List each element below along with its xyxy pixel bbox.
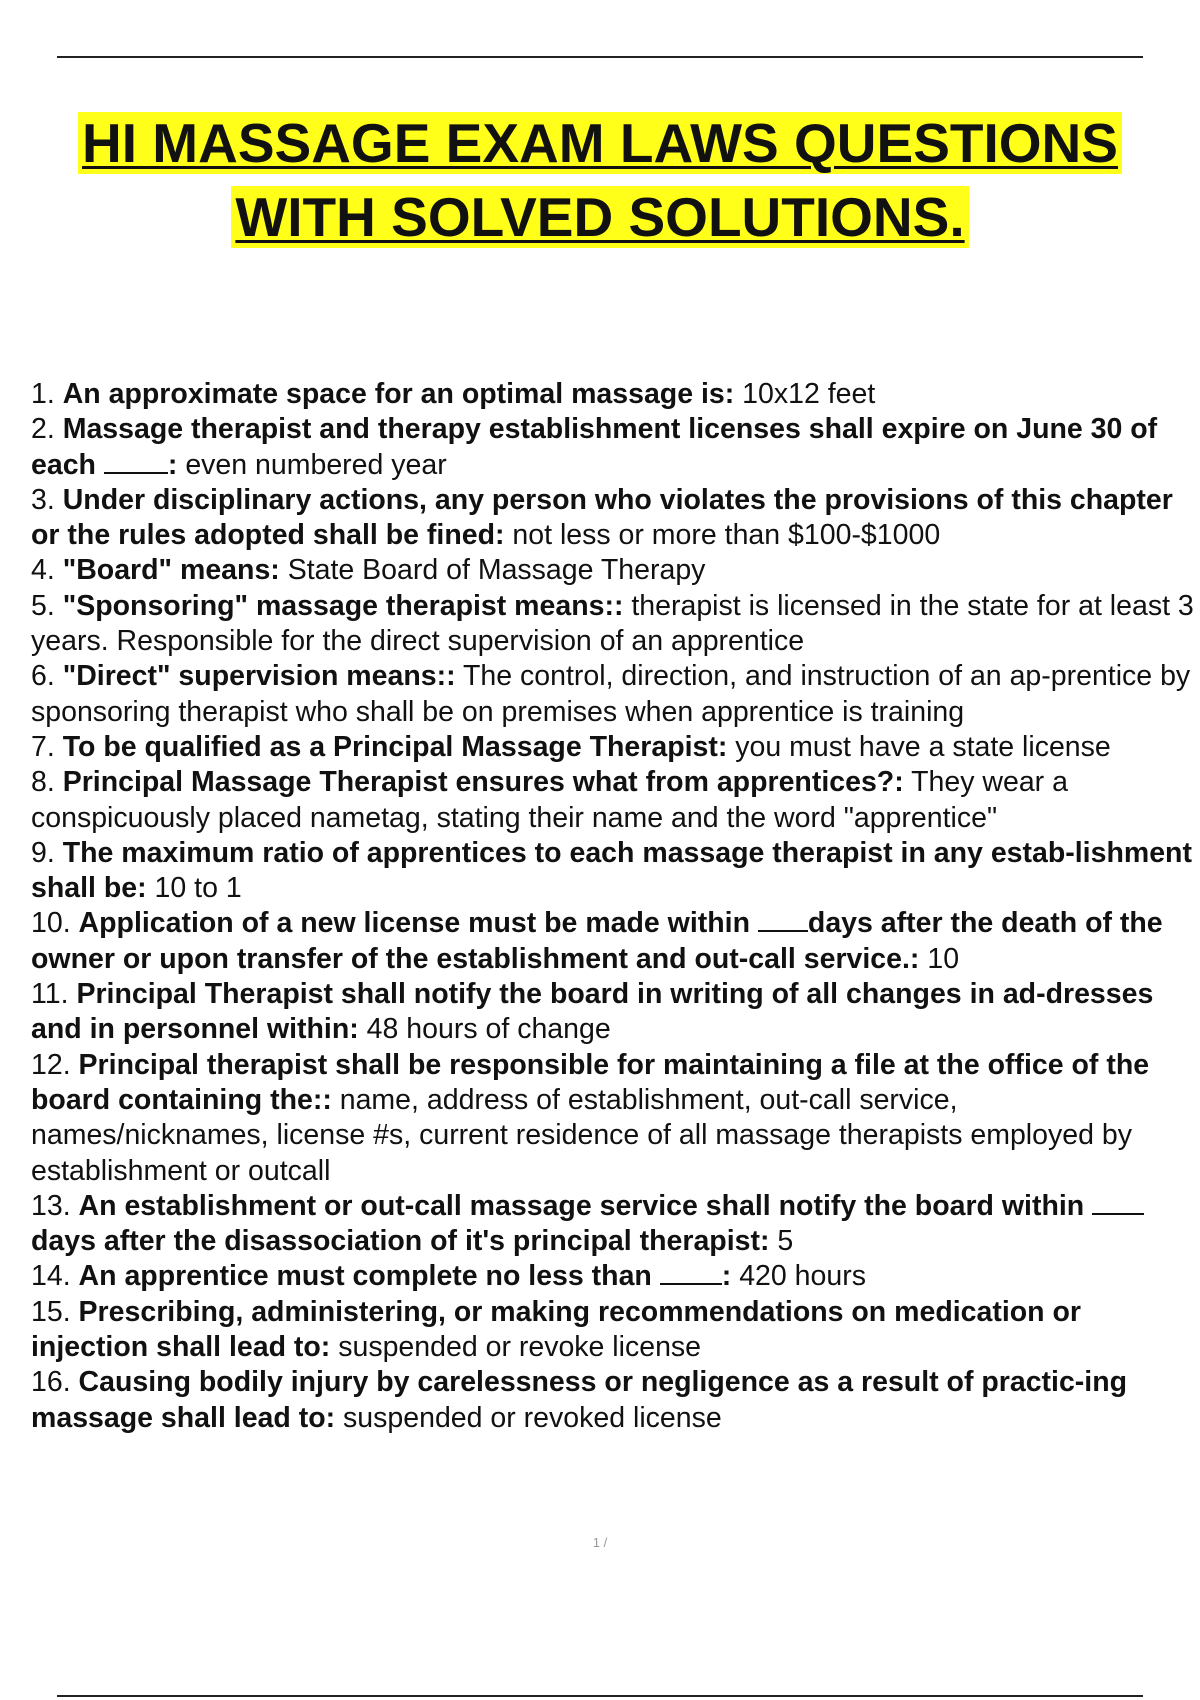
item-number: 7. bbox=[31, 730, 55, 763]
question-text: Principal Massage Therapist ensures what from apprentices?: bbox=[62, 766, 904, 799]
item-number: 11. bbox=[31, 978, 69, 1011]
question-text: Massage therapist and therapy establishment licenses shall expire on June 30 of each bbox=[31, 413, 1158, 481]
question-text-cont: days after the disassociation of it's principal therapist: bbox=[31, 1225, 770, 1258]
question-text: Principal therapist shall be responsible for maintaining a file at the office of the board containing the:: bbox=[31, 1048, 1150, 1116]
answer-text: State Board of Massage Therapy bbox=[287, 554, 706, 587]
question-text: "Direct" supervision means:: bbox=[62, 660, 456, 693]
answer-text: 10x12 feet bbox=[742, 378, 876, 410]
title-line-2: WITH SOLVED SOLUTIONS. bbox=[231, 186, 968, 248]
qa-item-8 bbox=[31, 765, 1200, 836]
page-number: 1 / bbox=[592, 1535, 608, 1550]
bottom-rule bbox=[57, 1695, 1143, 1697]
item-number: 15. bbox=[31, 1295, 71, 1328]
item-number: 9. bbox=[31, 836, 55, 869]
answer-text: not less or more than $100-$1000 bbox=[512, 519, 941, 552]
item-number: 4. bbox=[31, 554, 55, 587]
item-number: 1. bbox=[31, 378, 55, 410]
answer-text: therapist is licensed in the state for at least 3 years. Responsible for the direct supervision of an apprentice bbox=[31, 589, 1194, 658]
qa-item-4 bbox=[31, 553, 1200, 588]
qa-item-9 bbox=[31, 836, 1200, 907]
item-number: 5. bbox=[31, 589, 55, 622]
qa-item-16 bbox=[31, 1365, 1200, 1436]
answer-text: you must have a state license bbox=[735, 730, 1111, 763]
top-rule bbox=[57, 56, 1143, 58]
question-text: Prescribing, administering, or making recommendations on medication or injection shall lead to: bbox=[31, 1295, 1082, 1364]
item-number: 13. bbox=[31, 1189, 71, 1222]
answer-text: The control, direction, and instruction of an ap-prentice by sponsoring therapist who shall be on premises when apprentice is training bbox=[31, 660, 1191, 728]
answer-blank bbox=[1092, 1191, 1144, 1215]
item-number: 12. bbox=[31, 1048, 71, 1081]
qa-item-1 bbox=[31, 377, 1200, 412]
answer-blank bbox=[660, 1261, 722, 1285]
question-text-cont: : bbox=[721, 1260, 732, 1293]
answer-text: 48 hours of change bbox=[366, 1013, 611, 1046]
title-line-1: HI MASSAGE EXAM LAWS QUESTIONS bbox=[78, 112, 1122, 174]
answer-text: 10 to 1 bbox=[154, 872, 242, 905]
question-text: An establishment or out-call massage service shall notify the board within bbox=[78, 1189, 1085, 1222]
qa-item-2 bbox=[31, 412, 1200, 483]
answer-text: suspended or revoked license bbox=[343, 1401, 722, 1434]
answer-text: even numbered year bbox=[185, 448, 447, 481]
qa-item-3 bbox=[31, 483, 1200, 554]
answer-text: They wear a conspicuously placed nametag, stating their name and the word "apprentice" bbox=[31, 766, 1068, 834]
answer-text: 10 bbox=[927, 942, 960, 975]
answer-text: 420 hours bbox=[739, 1260, 866, 1293]
qa-item-10 bbox=[31, 906, 1200, 977]
qa-item-5 bbox=[31, 589, 1200, 660]
qa-item-13 bbox=[31, 1189, 1200, 1260]
document-title bbox=[0, 106, 1200, 254]
answer-blank bbox=[758, 908, 808, 932]
qa-item-12 bbox=[31, 1048, 1200, 1189]
item-number: 10. bbox=[31, 907, 71, 940]
question-text: Application of a new license must be made within bbox=[78, 907, 750, 940]
item-number: 3. bbox=[31, 483, 55, 516]
question-text: "Sponsoring" massage therapist means:: bbox=[62, 589, 624, 622]
question-text: To be qualified as a Principal Massage Therapist: bbox=[62, 730, 728, 763]
item-number: 14. bbox=[31, 1260, 71, 1293]
question-text: The maximum ratio of apprentices to each massage therapist in any estab-lishment shall be: bbox=[31, 836, 1192, 905]
qa-item-11 bbox=[31, 977, 1200, 1048]
answer-blank bbox=[104, 450, 168, 474]
item-number: 6. bbox=[31, 660, 55, 693]
question-text: Under disciplinary actions, any person who violates the provisions of this chapter or the rules adopted shall be fined: bbox=[31, 483, 1173, 552]
question-text: An approximate space for an optimal massage is: bbox=[62, 378, 735, 410]
item-number: 2. bbox=[31, 413, 55, 446]
question-text: "Board" means: bbox=[62, 554, 280, 587]
qa-item-15 bbox=[31, 1295, 1200, 1366]
qa-list bbox=[31, 377, 1200, 1436]
answer-text: 5 bbox=[777, 1225, 794, 1258]
question-text: Causing bodily injury by carelessness or negligence as a result of practic-ing massage shall lead to: bbox=[31, 1366, 1128, 1434]
item-number: 8. bbox=[31, 766, 55, 799]
answer-text: suspended or revoke license bbox=[338, 1331, 702, 1364]
question-text: An apprentice must complete no less than bbox=[78, 1260, 652, 1293]
qa-item-6 bbox=[31, 659, 1200, 730]
qa-item-7 bbox=[31, 730, 1200, 765]
question-text-cont: days after the death of the owner or upon transfer of the establishment and out-call service.: bbox=[31, 907, 1163, 975]
question-text: Principal Therapist shall notify the board in writing of all changes in ad-dresses and in personnel within: bbox=[31, 978, 1154, 1046]
question-text-cont: : bbox=[167, 448, 178, 481]
answer-text: name, address of establishment, out-call service, names/nicknames, license #s, current residence of all massage therapists employed by establishment or outcall bbox=[31, 1083, 1132, 1187]
item-number: 16. bbox=[31, 1366, 71, 1399]
qa-item-14 bbox=[31, 1259, 1200, 1294]
